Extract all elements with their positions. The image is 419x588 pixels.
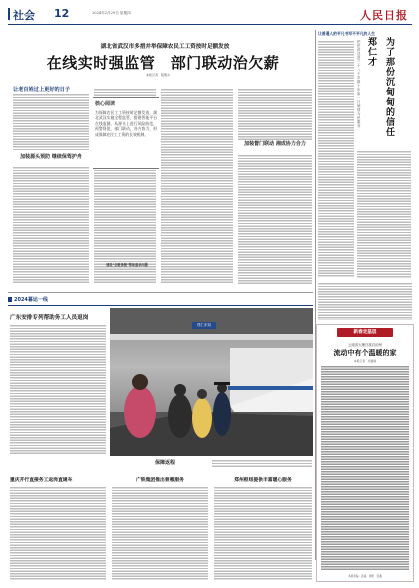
core-reading-box <box>93 97 159 169</box>
newspaper-logo: 人民日报 <box>360 9 408 22</box>
lead-col1-text-b <box>13 166 89 284</box>
right-text-a <box>318 40 354 278</box>
lead-byline: 本报记者 程明为 <box>146 73 171 77</box>
lead-headline: 在线实时强监管 部门联动治欠薪 <box>46 54 280 72</box>
right-headline-2: 为了那份沉甸甸的信任 <box>386 38 396 138</box>
feature-col2-text <box>112 486 208 580</box>
lead-subhead-1: 让老百姓过上更好的日子 <box>13 87 71 93</box>
feature-col1-text <box>10 486 106 580</box>
right-headline-1: 郑仁才 <box>368 38 378 68</box>
pull-quote: 建设"全链条链"帮助遗求问题 <box>106 263 148 267</box>
station-scene-illustration <box>110 308 313 456</box>
feature-tag-marker <box>8 297 12 302</box>
sidebar-byline: 本报记者 刘嘉峰 <box>353 359 377 363</box>
sidebar-footer: 本版责编：孙福 钟阳 张鑫 <box>348 575 382 578</box>
core-reading-title: 核心阅读 <box>95 101 116 107</box>
lead-col1-text-a <box>13 93 89 151</box>
sidebar-kicker: 云南省大理白族自治州 <box>348 343 382 347</box>
photo-caption-text <box>212 459 312 467</box>
station-photo <box>110 308 313 456</box>
feature-col3-head: 郑州枢纽提供丰富暖心服务 <box>234 478 292 483</box>
sidebar-headline: 流动中有个温暖的家 <box>333 349 397 357</box>
photo-caption: 保障返程 <box>154 460 175 466</box>
feature-col1-head: 重庆开行直接务工返岗直通车 <box>10 478 73 483</box>
lead-subhead-2: 加装源头预防 继续保驾护舟 <box>20 154 82 160</box>
right-tag: 让普通人的平凡书写不平凡的人生 <box>318 31 375 36</box>
masthead <box>8 7 412 23</box>
masthead-rule <box>8 24 412 25</box>
station-sign: 郑仁东站 <box>192 322 216 329</box>
sidebar-badge: 新春走基层 <box>337 328 393 337</box>
section-bracket <box>8 8 10 20</box>
feature-left-text <box>10 324 106 454</box>
date-edition: 2024年2月29日 星期四 <box>92 11 131 15</box>
lead-kicker: 湖北省武汉市多措并举保障农民工工资按时足额发放 <box>100 44 230 50</box>
feature-col2-head: 广铁集团推出普惠服务 <box>136 478 184 483</box>
right-text-b <box>357 150 411 278</box>
page-number: 12 <box>54 7 70 20</box>
lead-bottom-rule <box>8 292 313 293</box>
feature-tag-bar <box>8 296 106 304</box>
sidebar-box <box>316 324 414 582</box>
masthead-section: 社会 <box>13 9 35 22</box>
lead-col3-text <box>161 88 233 284</box>
right-subhead: 把医药送进三十八个乡 数十年如一日倾情为民服务 <box>357 40 361 128</box>
right-text-c <box>318 282 412 320</box>
feature-head-left: 广东安排专列帮助务工人员返岗 <box>10 315 89 321</box>
core-reading-text: 为保障农民工工资按时足额发放，湖北武汉实施全程监管，搭建智能平台在线监测，从源头上进行风险防范，预警督促，部门联动，各方协力，形成保障农民工工资的长效机制。 <box>95 110 157 137</box>
lead-subhead-3: 加装督门联动 湘成协力合力 <box>244 141 306 147</box>
feature-tag: 2024暮运一线 <box>14 297 48 303</box>
sidebar-text <box>321 365 409 571</box>
feature-rule <box>8 305 313 306</box>
feature-col3-text <box>214 486 312 580</box>
lead-col4-text-a <box>238 88 312 140</box>
lead-col4-text-b <box>238 154 312 284</box>
